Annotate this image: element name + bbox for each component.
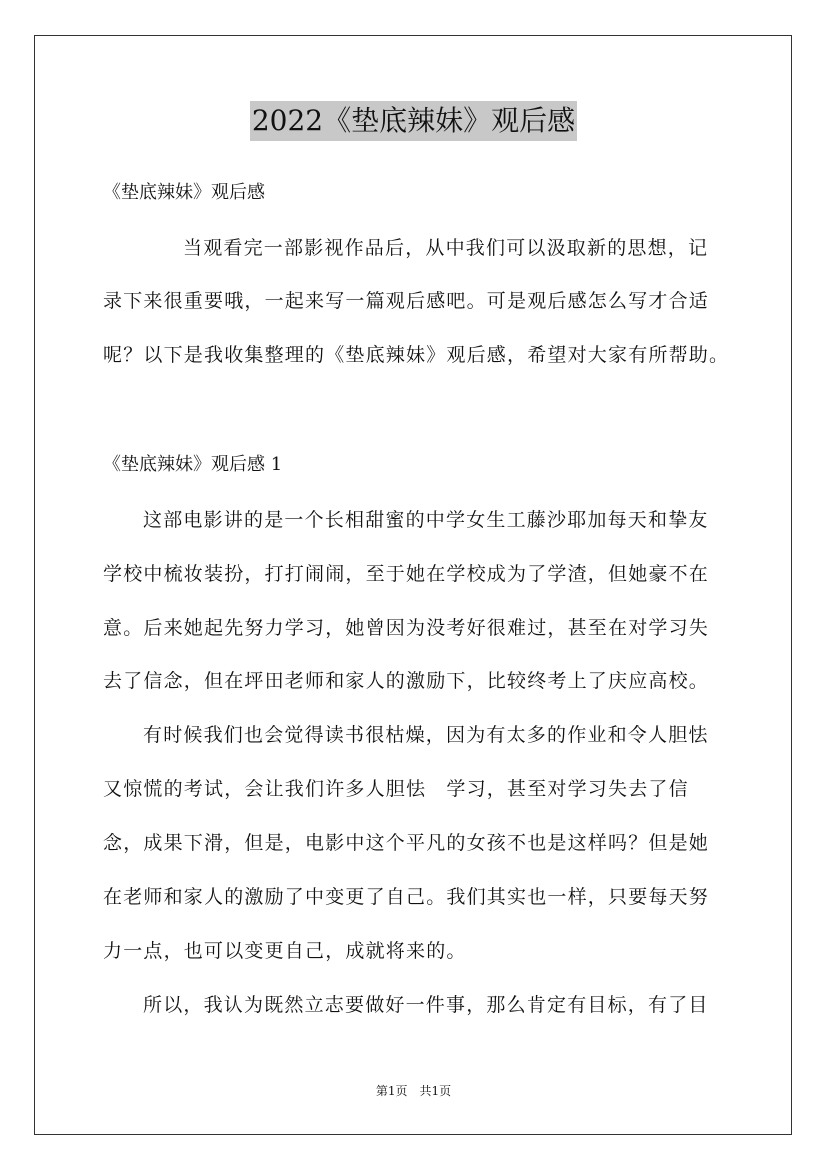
- paragraph-line: 所以，我认为既然立志要做好一件事，那么肯定有目标，有了目: [143, 994, 709, 1016]
- document-subtitle: 《垫底辣妹》观后感: [103, 182, 265, 203]
- paragraph-line: 学校中梳妆装扮，打打闹闹，至于她在学校成为了学渣，但她豪不在: [103, 563, 710, 585]
- document-title: 2022《垫底辣妹》观后感: [250, 101, 577, 141]
- title-container: [0, 101, 827, 141]
- paragraph-line: 在老师和家人的激励了中变更了自己。我们其实也一样，只要每天努: [103, 886, 710, 908]
- page-footer: 第1页 共1页: [375, 1084, 452, 1098]
- intro-line: 呢？以下是我收集整理的《垫底辣妹》观后感，希望对大家有所帮助。: [103, 344, 730, 366]
- intro-line: 当观看完一部影视作品后，从中我们可以汲取新的思想，记: [183, 237, 709, 259]
- paragraph-line: 有时候我们也会觉得读书很枯燥，因为有太多的作业和令人胆怯: [143, 724, 709, 746]
- paragraph-line: 念，成果下滑，但是，电影中这个平凡的女孩不也是这样吗？但是她: [103, 832, 710, 854]
- section-heading: 《垫底辣妹》观后感 1: [103, 454, 283, 475]
- paragraph-line: 又惊慌的考试，会让我们许多人胆怯 学习，甚至对学习失去了信: [103, 778, 689, 800]
- paragraph-line: 意。后来她起先努力学习，她曾因为没考好很难过，甚至在对学习失: [103, 617, 710, 639]
- intro-line: 录下来很重要哦，一起来写一篇观后感吧。可是观后感怎么写才合适: [103, 290, 710, 312]
- paragraph-line: 力一点，也可以变更自己，成就将来的。: [103, 940, 467, 962]
- paragraph-line: 去了信念，但在坪田老师和家人的激励下，比较终考上了庆应高校。: [103, 670, 710, 692]
- paragraph-line: 这部电影讲的是一个长相甜蜜的中学女生工藤沙耶加每天和挚友: [143, 509, 709, 531]
